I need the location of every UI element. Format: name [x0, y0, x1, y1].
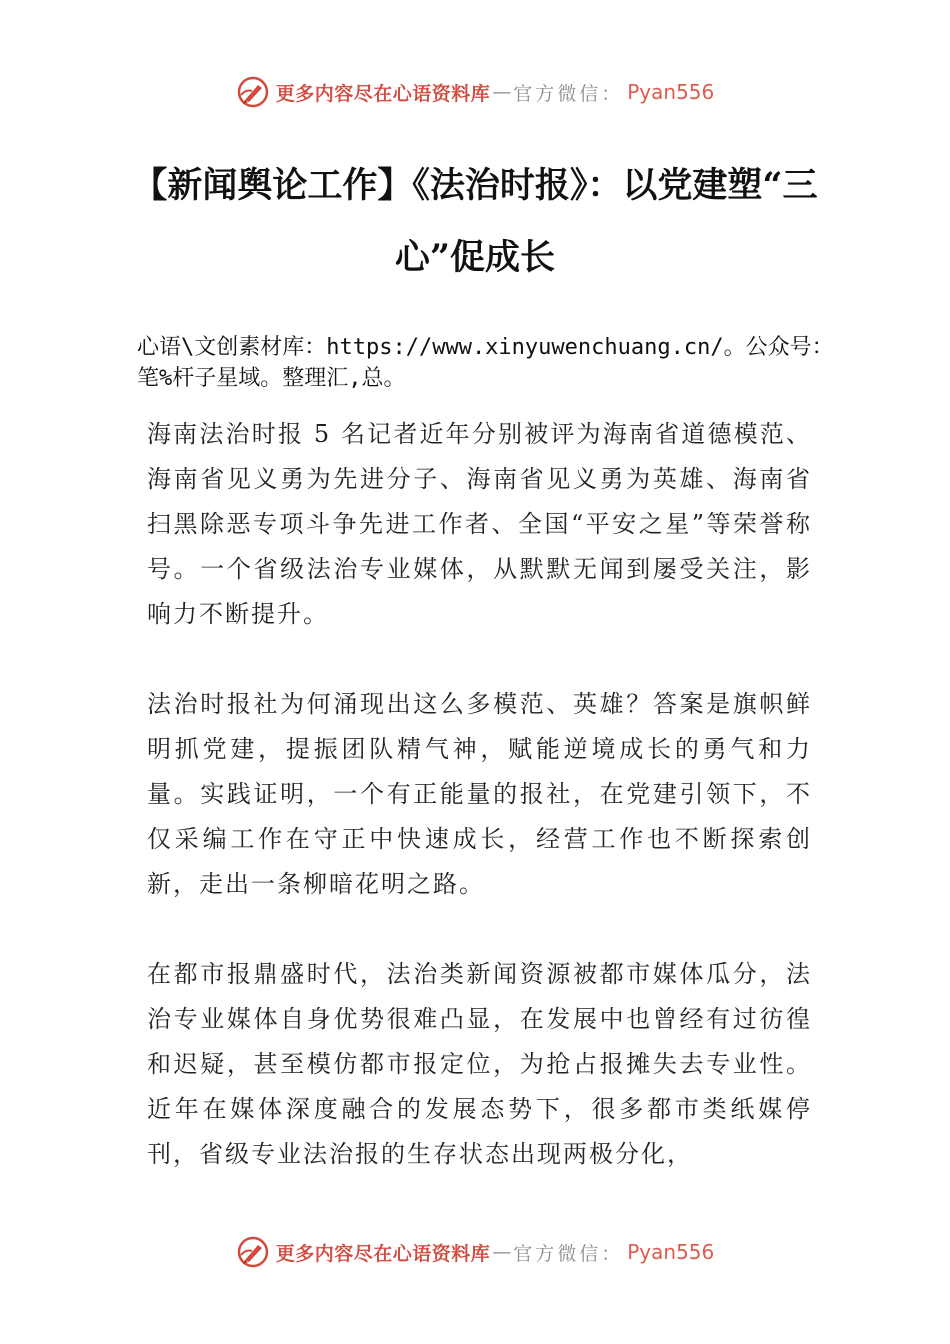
banner-main-text: 更多内容尽在心语资料库 [275, 1242, 491, 1265]
pen-logo-icon [236, 1235, 270, 1269]
banner-wechat-id: Pyan556 [627, 80, 715, 104]
banner-separator: — [492, 1241, 512, 1263]
footer-watermark-banner [0, 1232, 950, 1272]
source-line: 心语\文创素材库：https://www.xinyuwenchuang.cn/。公众号：笔%杆子星域。整理汇,总。 [137, 335, 834, 391]
banner-wechat-label: 官方微信： [513, 82, 624, 105]
paragraph: 海南法治时报 5 名记者近年分别被评为海南省道德模范、海南省见义勇为先进分子、海南省见义勇为英雄、海南省扫黑除恶专项斗争先进工作者、全国“平安之星”等荣誉称号。一个省级法治专业媒体，从默默无闻到屡受关注，影响力不断提升。 [147, 420, 812, 628]
article-body [147, 412, 812, 1222]
banner-wechat-id: Pyan556 [627, 1240, 715, 1264]
header-watermark-banner [0, 72, 950, 112]
document-title: 【新闻舆论工作】《法治时报》：以党建塑“三心”促成长 [132, 165, 818, 278]
banner-main-text: 更多内容尽在心语资料库 [275, 82, 491, 105]
banner-separator: — [492, 81, 512, 103]
pen-logo-icon [236, 75, 270, 109]
paragraph: 法治时报社为何涌现出这么多模范、英雄？答案是旗帜鲜明抓党建，提振团队精气神，赋能逆境成长的勇气和力量。实践证明，一个有正能量的报社，在党建引领下，不仅采编工作在守正中快速成长，经营工作也不断探索创新，走出一条柳暗花明之路。 [147, 690, 812, 898]
banner-wechat-label: 官方微信： [513, 1242, 624, 1265]
paragraph: 在都市报鼎盛时代，法治类新闻资源被都市媒体瓜分，法治专业媒体自身优势很难凸显，在发展中也曾经有过彷徨和迟疑，甚至模仿都市报定位，为抢占报摊失去专业性。近年在媒体深度融合的发展态势下，很多都市类纸媒停刊，省级专业法治报的生存状态出现两极分化， [147, 960, 812, 1168]
